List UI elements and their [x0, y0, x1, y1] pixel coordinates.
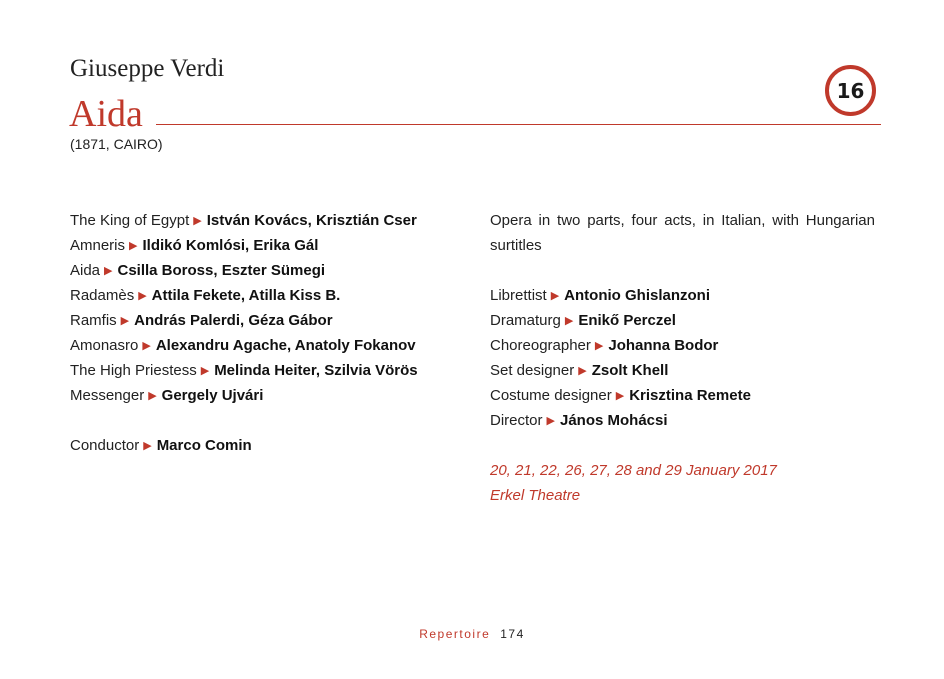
role-label: The High Priestess: [70, 362, 197, 379]
performance-dates: 20, 21, 22, 26, 27, 28 and 29 January 2017: [490, 462, 777, 479]
opera-title: Aida: [69, 93, 143, 135]
role-label: Aida: [70, 262, 101, 279]
arrow-right-icon: ▶: [142, 340, 151, 352]
performer-names: Ildikó Komlósi, Erika Gál: [142, 237, 319, 254]
performer-names: Melinda Heiter, Szilvia Vörös: [214, 362, 418, 379]
cast-line: [70, 233, 470, 258]
crew-line: [490, 408, 875, 433]
conductor-line: [70, 433, 470, 458]
role-label: Ramfis: [70, 312, 117, 329]
arrow-right-icon: ▶: [546, 415, 555, 427]
arrow-right-icon: ▶: [148, 390, 157, 402]
cast-column: [70, 208, 470, 458]
crew-line: [490, 383, 875, 408]
arrow-right-icon: ▶: [143, 440, 152, 452]
role-label: Director: [490, 412, 543, 429]
cast-line: [70, 208, 470, 233]
arrow-right-icon: ▶: [564, 315, 574, 327]
arrow-right-icon: ▶: [104, 265, 113, 277]
crew-line: [490, 308, 875, 333]
cast-line: [70, 283, 470, 308]
spacer: [70, 408, 470, 433]
crew-name: Enikő Perczel: [578, 312, 676, 329]
arrow-right-icon: ▶: [578, 365, 587, 377]
page-footer: [0, 627, 944, 641]
crew-name: Zsolt Khell: [591, 362, 669, 379]
production-column: [490, 208, 875, 508]
role-label: Costume designer: [490, 387, 612, 404]
performer-names: Gergely Ujvári: [161, 387, 264, 404]
spacer: [490, 433, 875, 458]
role-label: Conductor: [70, 437, 140, 454]
cast-line: [70, 258, 470, 283]
performer-names: Alexandru Agache, Anatoly Fokanov: [155, 337, 416, 354]
arrow-right-icon: ▶: [138, 290, 147, 302]
performer-names: István Kovács, Krisztián Cser: [206, 212, 417, 229]
performer-names: Csilla Boross, Eszter Sümegi: [117, 262, 326, 279]
arrow-right-icon: ▶: [193, 215, 202, 227]
opera-description: Opera in two parts, four acts, in Italian, with Hungarian surtitles: [490, 212, 875, 254]
role-label: Dramaturg: [490, 312, 561, 329]
arrow-right-icon: ▶: [120, 315, 130, 327]
role-label: Choreographer: [490, 337, 591, 354]
role-label: Messenger: [70, 387, 145, 404]
composer-name: Giuseppe Verdi: [70, 55, 225, 82]
role-label: Amneris: [70, 237, 126, 254]
performer-names: Attila Fekete, Atilla Kiss B.: [151, 287, 341, 304]
crew-line: [490, 358, 875, 383]
performer-names: Marco Comin: [156, 437, 252, 454]
arrow-right-icon: ▶: [594, 340, 604, 352]
crew-name: János Mohácsi: [559, 412, 668, 429]
arrow-right-icon: ▶: [615, 390, 625, 402]
page-number: 174: [500, 627, 525, 641]
cast-line: [70, 333, 470, 358]
cast-line: [70, 383, 470, 408]
role-label: Librettist: [490, 287, 547, 304]
role-label: The King of Egypt: [70, 212, 190, 229]
crew-line: [490, 333, 875, 358]
section-label: Repertoire: [419, 627, 491, 641]
arrow-right-icon: ▶: [200, 365, 210, 377]
spacer: [490, 258, 875, 283]
role-label: Radamès: [70, 287, 135, 304]
cast-line: [70, 308, 470, 333]
arrow-right-icon: ▶: [550, 290, 560, 302]
crew-name: Krisztina Remete: [629, 387, 751, 404]
cast-line: [70, 358, 470, 383]
role-label: Set designer: [490, 362, 575, 379]
title-rule: [156, 124, 881, 125]
number-badge: 16: [825, 65, 876, 116]
performance-venue: Erkel Theatre: [490, 487, 581, 504]
arrow-right-icon: ▶: [129, 240, 138, 252]
performer-names: András Palerdi, Géza Gábor: [134, 312, 333, 329]
crew-name: Johanna Bodor: [608, 337, 719, 354]
role-label: Amonasro: [70, 337, 139, 354]
crew-line: [490, 283, 875, 308]
crew-name: Antonio Ghislanzoni: [564, 287, 710, 304]
premiere-info: (1871, CAIRO): [70, 136, 163, 152]
